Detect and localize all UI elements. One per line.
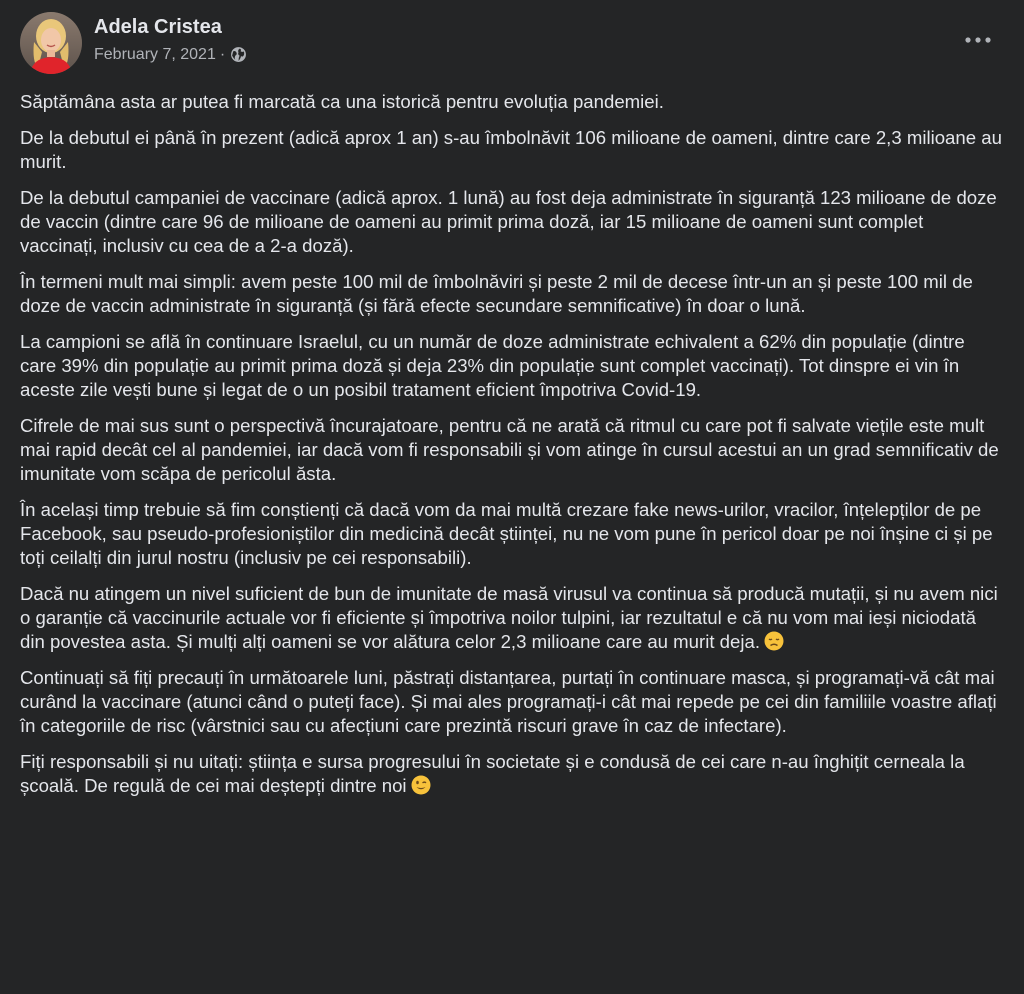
winking-face-emoji bbox=[411, 775, 431, 795]
author-name[interactable]: Adela Cristea bbox=[94, 16, 222, 38]
post-paragraph-with-emoji bbox=[20, 750, 1005, 798]
post-text bbox=[20, 90, 1005, 810]
post-paragraph: La campioni se află în continuare Israelul, cu un număr de doze administrate echivalent a 62% din populație (dintre care 39% din populație au primit prima doză și deja 23% din populație sunt complet vaccinați). Tot dinspre ei vin în aceste zile vești bune și legat de o un posibil tratament eficient împotriva Covid-19. bbox=[20, 331, 965, 400]
post-paragraph-with-emoji bbox=[20, 582, 1005, 654]
post-paragraph: În același timp trebuie să fim conștienți că dacă vom da mai multă crezare fake news-urilor, vracilor, înțelepților de pe Facebook, sau pseudo-profesioniștilor din medicină decât științei, nu ne vom pune în pericol doar pe noi înșine ci și pe toți ceilalți din jurul nostru (inclusiv pe cei responsabili). bbox=[20, 499, 993, 568]
post-paragraph-text: Fiți responsabili și nu uitați: știința e sursa progresului în societate și e condusă de cei care n-au înghițit cerneala la școală. De regulă de cei mai deștepți dintre noi bbox=[20, 751, 965, 796]
more-options-icon[interactable] bbox=[958, 28, 998, 52]
disappointed-face-emoji bbox=[764, 631, 784, 651]
avatar[interactable] bbox=[20, 12, 82, 74]
post-date[interactable]: February 7, 2021 bbox=[94, 46, 216, 63]
avatar-photo bbox=[20, 12, 82, 74]
post-paragraph: De la debutul campaniei de vaccinare (adică aprox. 1 lună) au fost deja administrate în siguranță 123 milioane de doze de vaccin (dintre care 96 de milioane de oameni au primit prima doză, iar 15 milioane de oameni sunt complet vaccinați, inclusiv cu cea de a 2-a doză). bbox=[20, 187, 997, 256]
post-paragraph: Săptămâna asta ar putea fi marcată ca una istorică pentru evoluția pandemiei. bbox=[20, 91, 664, 112]
meta-separator: · bbox=[219, 46, 226, 63]
post-paragraph bbox=[20, 666, 1005, 738]
post-meta bbox=[94, 46, 247, 64]
globe-icon[interactable] bbox=[230, 46, 247, 64]
post-paragraph: Cifrele de mai sus sunt o perspectivă încurajatoare, pentru că ne arată că ritmul cu care pot fi salvate viețile este mult mai rapid decât cel al pandemiei, iar dacă vom fi responsabili și vom atinge în cursul acestui an un grad semnificativ de imunitate vom scăpa de pericolul ăsta. bbox=[20, 415, 999, 484]
post-header bbox=[20, 12, 1000, 76]
post-paragraph-text: Continuați să fiți precauți în următoarele luni, păstrați distanțarea, purtați în continuare masca, și programați-vă cât mai curând la vaccinare (atunci când o puteți face). Și mai ales programați-i cât mai repede pe cei din familiile voastre aflați în categoriile de risc (vârstnici sau cu afecțiuni care prezintă riscuri grave în caz de infectare). bbox=[20, 667, 997, 736]
post-paragraph: În termeni mult mai simpli: avem peste 100 mil de îmbolnăviri și peste 2 mil de decese într-un an și peste 100 mil de doze de vaccin administrate în siguranță (și fără efecte secundare semnificative) în doar o lună. bbox=[20, 271, 973, 316]
post-paragraph: De la debutul ei până în prezent (adică aprox 1 an) s-au îmbolnăvit 106 milioane de oameni, dintre care 2,3 milioane au murit. bbox=[20, 127, 1002, 172]
post-paragraph-text: Dacă nu atingem un nivel suficient de bun de imunitate de masă virusul va continua să producă mutații, și nu avem nici o garanție că vaccinurile actuale vor fi eficiente și împotriva noilor tulpini, iar rezultatul e că nu vom mai ieși niciodată din povestea asta. Și mulți alți oameni se vor alătura celor 2,3 milioane care au murit deja. bbox=[20, 583, 998, 652]
